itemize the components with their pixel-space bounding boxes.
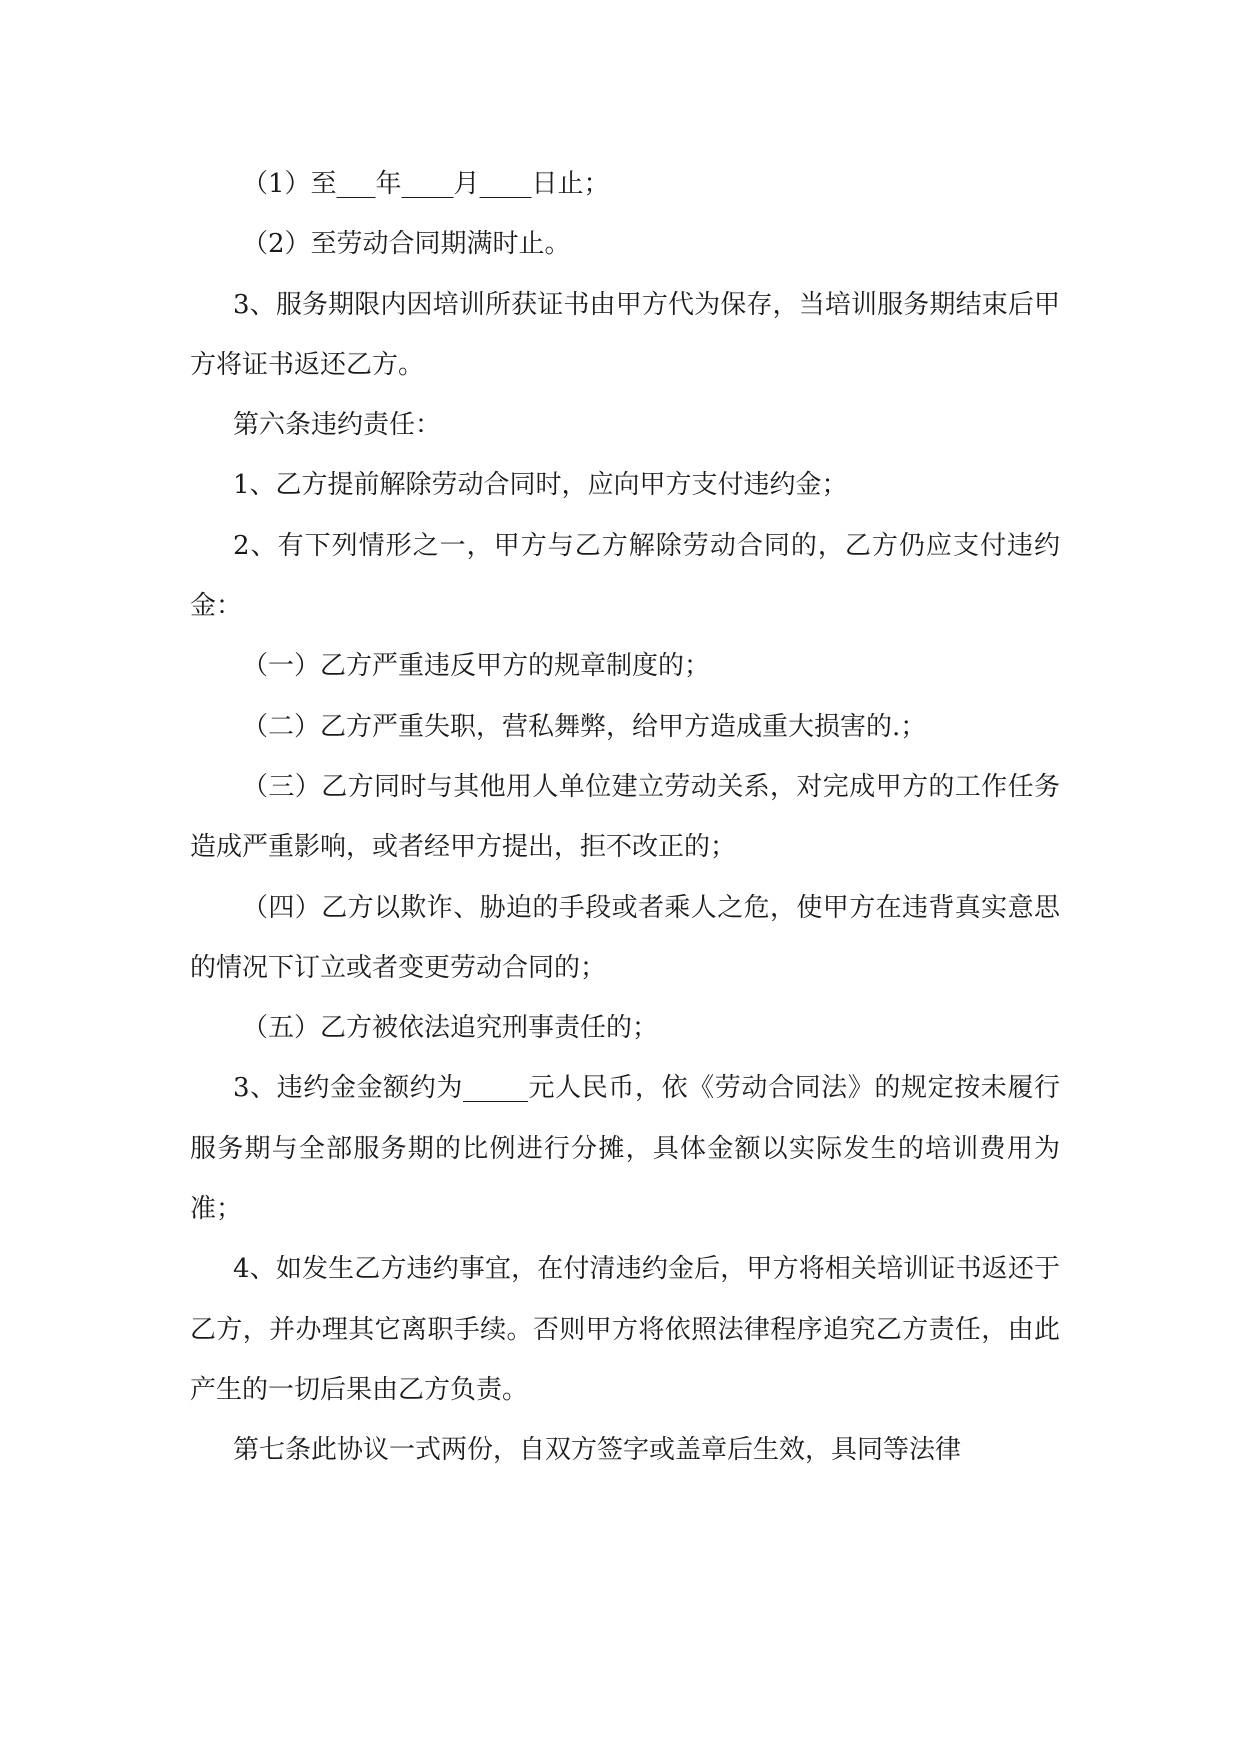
paragraph-breach-1: 1、乙方提前解除劳动合同时，应向甲方支付违约金； (233, 470, 848, 501)
paragraph-certificate-custody: 3、服务期限内因培训所获证书由甲方代为保存，当培训服务期结束后甲方将证书返还乙方。 (190, 289, 1060, 380)
paragraph-breach-case-2: （二）乙方严重失职，营私舞弊，给甲方造成重大损害的.； (242, 711, 927, 742)
paragraph-breach-2: 2、有下列情形之一，甲方与乙方解除劳动合同的，乙方仍应支付违约金： (190, 530, 1060, 622)
article-7-paragraph: 第七条此协议一式两份，自双方签字或盖章后生效，具同等法律 (233, 1435, 962, 1466)
paragraph-term-option-2: （2）至劳动合同期满时止。 (242, 229, 571, 260)
paragraph-breach-case-1: （一）乙方严重违反甲方的规章制度的； (242, 651, 711, 682)
paragraph-penalty-amount: 3、违约金金额约为_____元人民币，依《劳动合同法》的规定按未履行服务期与全部服务期的比例进行分摊，具体金额以实际发生的培训费用为准； (190, 1073, 1060, 1225)
document-body (190, 154, 1060, 1481)
paragraph-term-option-1: （1）至___年____月____日止； (242, 169, 610, 199)
paragraph-breach-case-5: （五）乙方被依法追究刑事责任的； (242, 1013, 659, 1044)
paragraph-breach-case-3: （三）乙方同时与其他用人单位建立劳动关系，对完成甲方的工作任务造成严重影响，或者经甲方提出，拒不改正的； (190, 771, 1060, 863)
paragraph-breach-case-4: （四）乙方以欺诈、胁迫的手段或者乘人之危，使甲方在违背真实意思的情况下订立或者变更劳动合同的； (190, 892, 1060, 983)
paragraph-breach-handling: 4、如发生乙方违约事宜，在付清违约金后，甲方将相关培训证书返还于乙方，并办理其它离职手续。否则甲方将依照法律程序追究乙方责任，由此产生的一切后果由乙方负责。 (190, 1254, 1060, 1405)
article-6-heading: 第六条违约责任： (233, 410, 442, 441)
